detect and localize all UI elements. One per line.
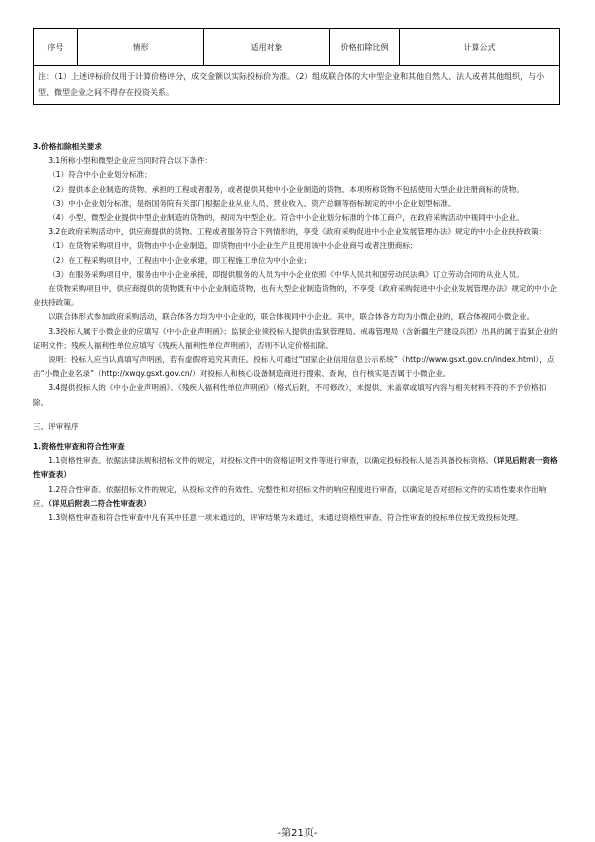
condition-4: （4）小型、微型企业提供中型企业制造的货物的，视同为中型企业。符合中小企业划分标准的个体工商户，在政府采购活动中视同中小企业。 [48, 213, 524, 223]
situation-3: （3）在服务采购项目中，服务由中小企业承接，即提供服务的人员为中小企业依照《中华人民共和国劳动民法典》订立劳动合同的从业人员。 [48, 269, 524, 279]
table-note: 注：（1）上述评标价仅用于计算价格评分，成交金额以实际投标价为准。（2）组成联合体的大中型企业和其他自然人、法人或者其他组织，与小型、微型企业之间不得存在投资关系。 [34, 66, 560, 105]
review-1-2-text: 1.2符合性审查。依据招标文件的规定，从投标文件的有效性、完整性和对招标文件的响应程度进行审查，以确定是否对招标文件的实质性要求作出响应。 [33, 484, 547, 508]
review-1-3: 1.3资格性审查和符合性审查中凡有其中任意一项未通过的，评审结果为未通过，未通过资格性审查、符合性审查的投标单位按无效投标处理。 [48, 513, 524, 523]
clause-3-2: 3.2在政府采购活动中，供应商提供的货物、工程或者服务符合下列情形的，享受《政府采购促进中小企业发展管理办法》规定的中小企业扶持政策： [48, 227, 547, 237]
header-applicable-target: 适用对象 [204, 29, 330, 66]
review-1-1-reference: （详见后附表一资格性审查表） [33, 456, 558, 480]
mixed-goods-paragraph: 在货物采购项目中，供应商提供的货物既有中小企业制造货物，也有大型企业制造货物的，不享受《政府采购促进中小企业发展管理办法》规定的中小企业扶持政策。 [33, 284, 557, 308]
price-deduction-table [33, 28, 560, 105]
header-formula: 计算公式 [400, 29, 560, 66]
clause-3-3: 3.3投标人属于小微企业的应填写《中小企业声明函》；监狱企业须投标人提供由监狱管理局、戒毒管理局（含新疆生产建设兵团）出具的属于监狱企业的证明文件；残疾人福利性单位应填写《残疾人福利性单位声明函》，否则不认定价格扣除。 [33, 326, 558, 350]
table-note-row [34, 66, 560, 105]
header-deduction-ratio: 价格扣除比例 [330, 29, 400, 66]
review-subsection-1-title: 1.资格性审查和符合性审查 [33, 442, 125, 452]
review-1-1-text: 1.1资格性审查。依据法律法规和招标文件的规定，对投标文件中的资格证明文件等进行审查，以确定投标投标人是否具备投标资格。 [48, 456, 494, 466]
condition-2: （2）提供本企业制造的货物、承担的工程或者服务，或者提供其他中小企业制造的货物。本项所称货物不包括使用大型企业注册商标的货物。 [48, 184, 524, 194]
header-index: 序号 [34, 29, 78, 66]
condition-1: （1）符合中小企业划分标准； [48, 170, 152, 180]
clause-3-1: 3.1所称小型和微型企业应当同时符合以下条件： [48, 156, 213, 166]
situation-1: （1）在货物采购项目中，货物由中小企业制造，即货物由中小企业生产且使用该中小企业商号或者注册商标； [48, 241, 418, 251]
review-1-2 [33, 483, 560, 511]
consortium-paragraph: 以联合体形式参加政府采购活动，联合体各方均为中小企业的，联合体视同中小企业。其中，联合体各方均为小微企业的，联合体视同小微企业。 [48, 312, 535, 322]
situation-2: （2）在工程采购项目中，工程由中小企业承建，即工程施工单位为中小企业； [48, 255, 312, 265]
table-header-row [34, 29, 560, 66]
review-1-1 [33, 454, 560, 482]
clause-3-4: 3.4提供投标人的《中小企业声明函》、《残疾人福利性单位声明函》（格式后附，不可修改），未提供、未盖章或填写内容与相关材料不符的不予价格扣除。 [33, 383, 547, 407]
condition-3: （3）中小企业划分标准，是指国务院有关部门根据企业从业人员、营业收入、资产总额等指标制定的中小企业划型标准。 [48, 198, 456, 208]
declaration-note: 说明：投标人应当认真填写声明函，若有虚假将追究其责任。投标人可通过“国家企业信用信息公示系统”（http://www.gsxt.gov.cn/index.html），点击“小微企业名录”（http://xwqy.gsxt.gov.cn/）对投标人和核心设备制造商进行搜索、查询，自行核实是否属于小微企业。 [33, 355, 555, 379]
header-situation: 情形 [78, 29, 204, 66]
review-procedure-title: 三、评审程序 [33, 421, 79, 431]
document-body [33, 140, 560, 525]
page-number: -第21页- [277, 828, 318, 839]
section-3-title: 3.价格扣除相关要求 [33, 142, 102, 151]
review-1-2-reference: （详见后附表二符合性审查表） [48, 498, 151, 508]
